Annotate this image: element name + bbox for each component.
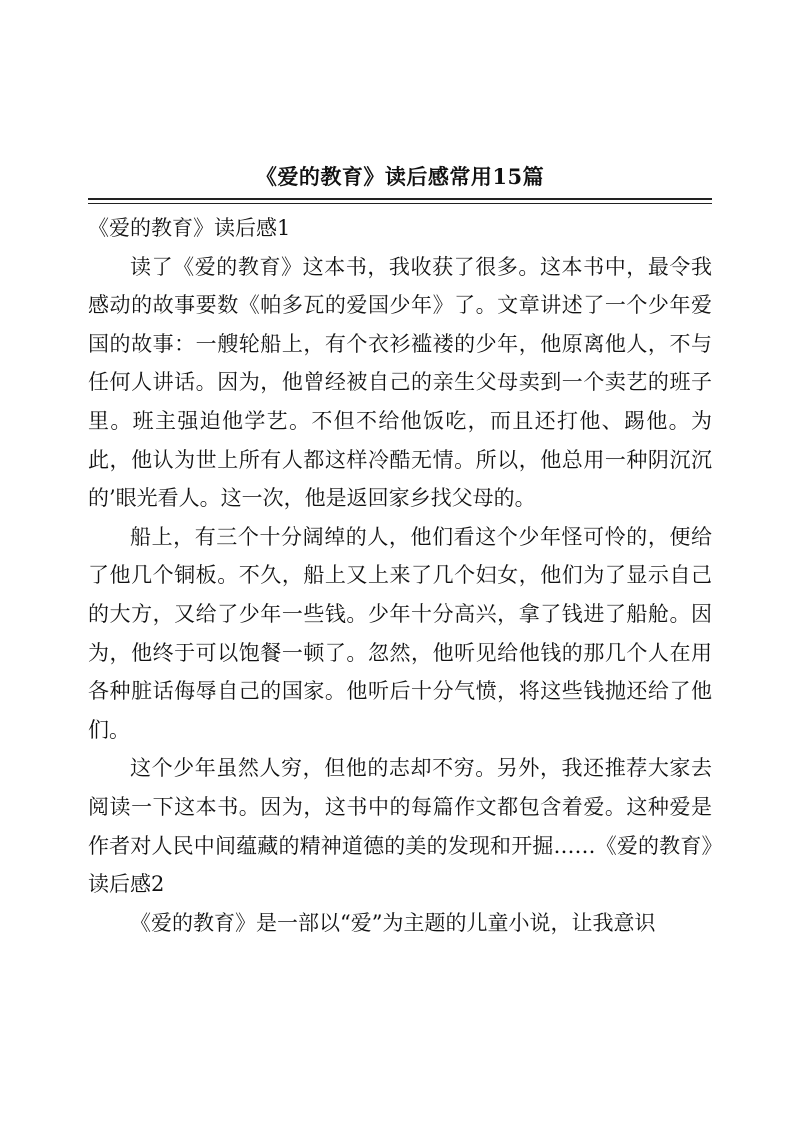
paragraph: 读了《爱的教育》这本书，我收获了很多。这本书中，最令我感动的故事要数《帕多瓦的爱国少年》了。文章讲述了一个少年爱国的故事：一艘轮船上，有个衣衫褴褛的少年，他原离他人，不与任何人讲话。因为，他曾经被自己的亲生父母卖到一个卖艺的班子里。班主强迫他学艺。不但不给他饭吃，而且还打他、踢他。为此，他认为世上所有人都这样冷酷无情。所以，他总用一种阴沉沉的’眼光看人。这一次，他是返回家乡找父母的。 [88, 254, 712, 511]
title-divider-thick [88, 198, 712, 200]
title-divider-thin [88, 203, 712, 204]
document-title: 《爱的教育》读后感常用15篇 [255, 164, 545, 189]
section-heading: 《爱的教育》读后感1 [88, 216, 291, 240]
paragraph: 《爱的教育》是一部以“爱”为主题的儿童小说，让我意识 [130, 910, 656, 935]
paragraph: 这个少年虽然人穷，但他的志却不穷。另外，我还推荐大家去阅读一下这本书。因为，这书中的每篇作文都包含着爱。这种爱是作者对人民中间蕴藏的精神道德的美的发现和开掘……《爱的教育》读后感2 [88, 756, 712, 897]
document-body [88, 209, 712, 942]
paragraph: 船上，有三个十分阔绰的人，他们看这个少年怪可怜的，便给了他几个铜板。不久，船上又上来了几个妇女，他们为了显示自己的大方，又给了少年一些钱。少年十分高兴，拿了钱进了船舱。因为，他终于可以饱餐一顿了。忽然，他听见给他钱的那几个人在用各种脏话侮辱自己的国家。他听后十分气愤，将这些钱抛还给了他们。 [88, 524, 712, 742]
